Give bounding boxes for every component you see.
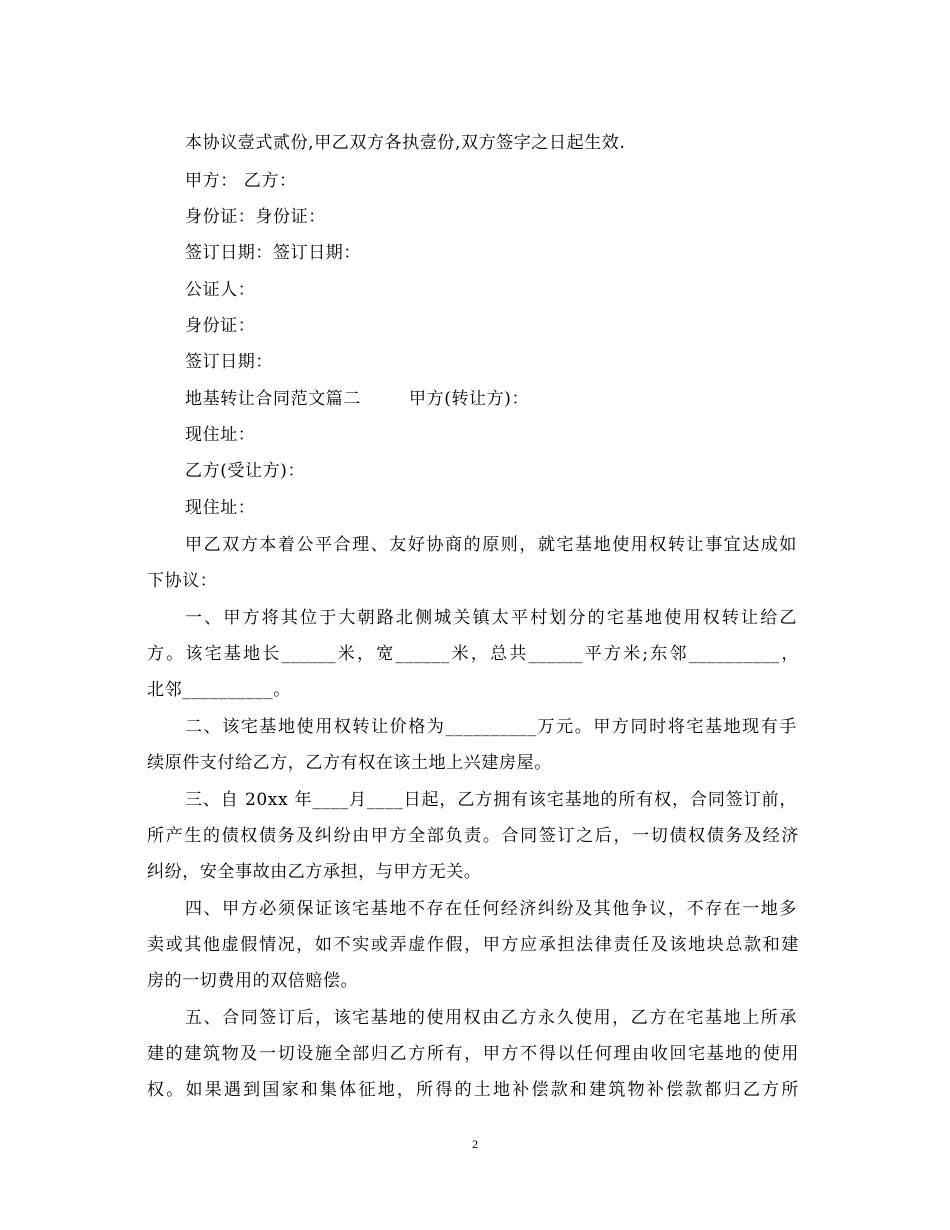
- text-line: 签订日期：签订日期：: [185, 243, 361, 263]
- paragraph-line: 五、合同签订后，该宅基地的使用权由乙方永久使用，乙方在宅基地上所承: [185, 1008, 797, 1028]
- paragraph-line: 三、自 20xx 年____月____日起，乙方拥有该宅基地的所有权，合同签订前，: [185, 790, 797, 810]
- paragraph-line: 建的建筑物及一切设施全部归乙方所有，甲方不得以任何理由收回宅基地的使用: [147, 1044, 799, 1064]
- paragraph-line: 房的一切费用的双倍赔偿。: [147, 971, 359, 991]
- paragraph-line: 四、甲方必须保证该宅基地不存在任何经济纠纷及其他争议，不存在一地多: [185, 899, 797, 919]
- paragraph-line: 所产生的债权债务及纠纷由甲方全部负责。合同签订之后，一切债权债务及经济: [147, 826, 799, 846]
- text-line: 现住址：: [185, 425, 256, 445]
- text-line: 甲方： 乙方：: [185, 171, 297, 191]
- section-heading: 地基转让合同范文篇二 甲方(转让方)：: [185, 389, 530, 409]
- paragraph-line: 纠纷，安全事故由乙方承担，与甲方无关。: [147, 862, 482, 882]
- paragraph-line: 权。如果遇到国家和集体征地，所得的土地补偿款和建筑物补偿款都归乙方所: [147, 1080, 799, 1100]
- text-line: 乙方(受让方)：: [185, 461, 306, 481]
- paragraph-line: 续原件支付给乙方，乙方有权在该土地上兴建房屋。: [147, 753, 552, 773]
- paragraph-line: 二、该宅基地使用权转让价格为__________万元。甲方同时将宅基地现有手: [185, 717, 797, 737]
- paragraph-line: 方。该宅基地长______米，宽______米，总共______平方米;东邻__________，: [147, 644, 799, 664]
- paragraph-line: 卖或其他虚假情况，如不实或弄虚作假，甲方应承担法律责任及该地块总款和建: [147, 935, 799, 955]
- text-line: 签订日期：: [185, 352, 273, 372]
- paragraph-line: 一、甲方将其位于大朝路北侧城关镇太平村划分的宅基地使用权转让给乙: [185, 608, 797, 628]
- text-line: 本协议壹式贰份,甲乙双方各执壹份,双方签字之日起生效.: [185, 133, 626, 153]
- text-line: 身份证：身份证：: [185, 207, 326, 227]
- text-line: 现住址：: [185, 498, 256, 518]
- paragraph-line: 下协议：: [147, 571, 218, 591]
- paragraph-line: 甲乙双方本着公平合理、友好协商的原则，就宅基地使用权转让事宜达成如: [185, 535, 797, 555]
- paragraph-line: 北邻__________。: [147, 680, 291, 700]
- text-line: 公证人：: [185, 280, 256, 300]
- page-number: 2: [472, 1137, 478, 1151]
- text-line: 身份证：: [185, 316, 256, 336]
